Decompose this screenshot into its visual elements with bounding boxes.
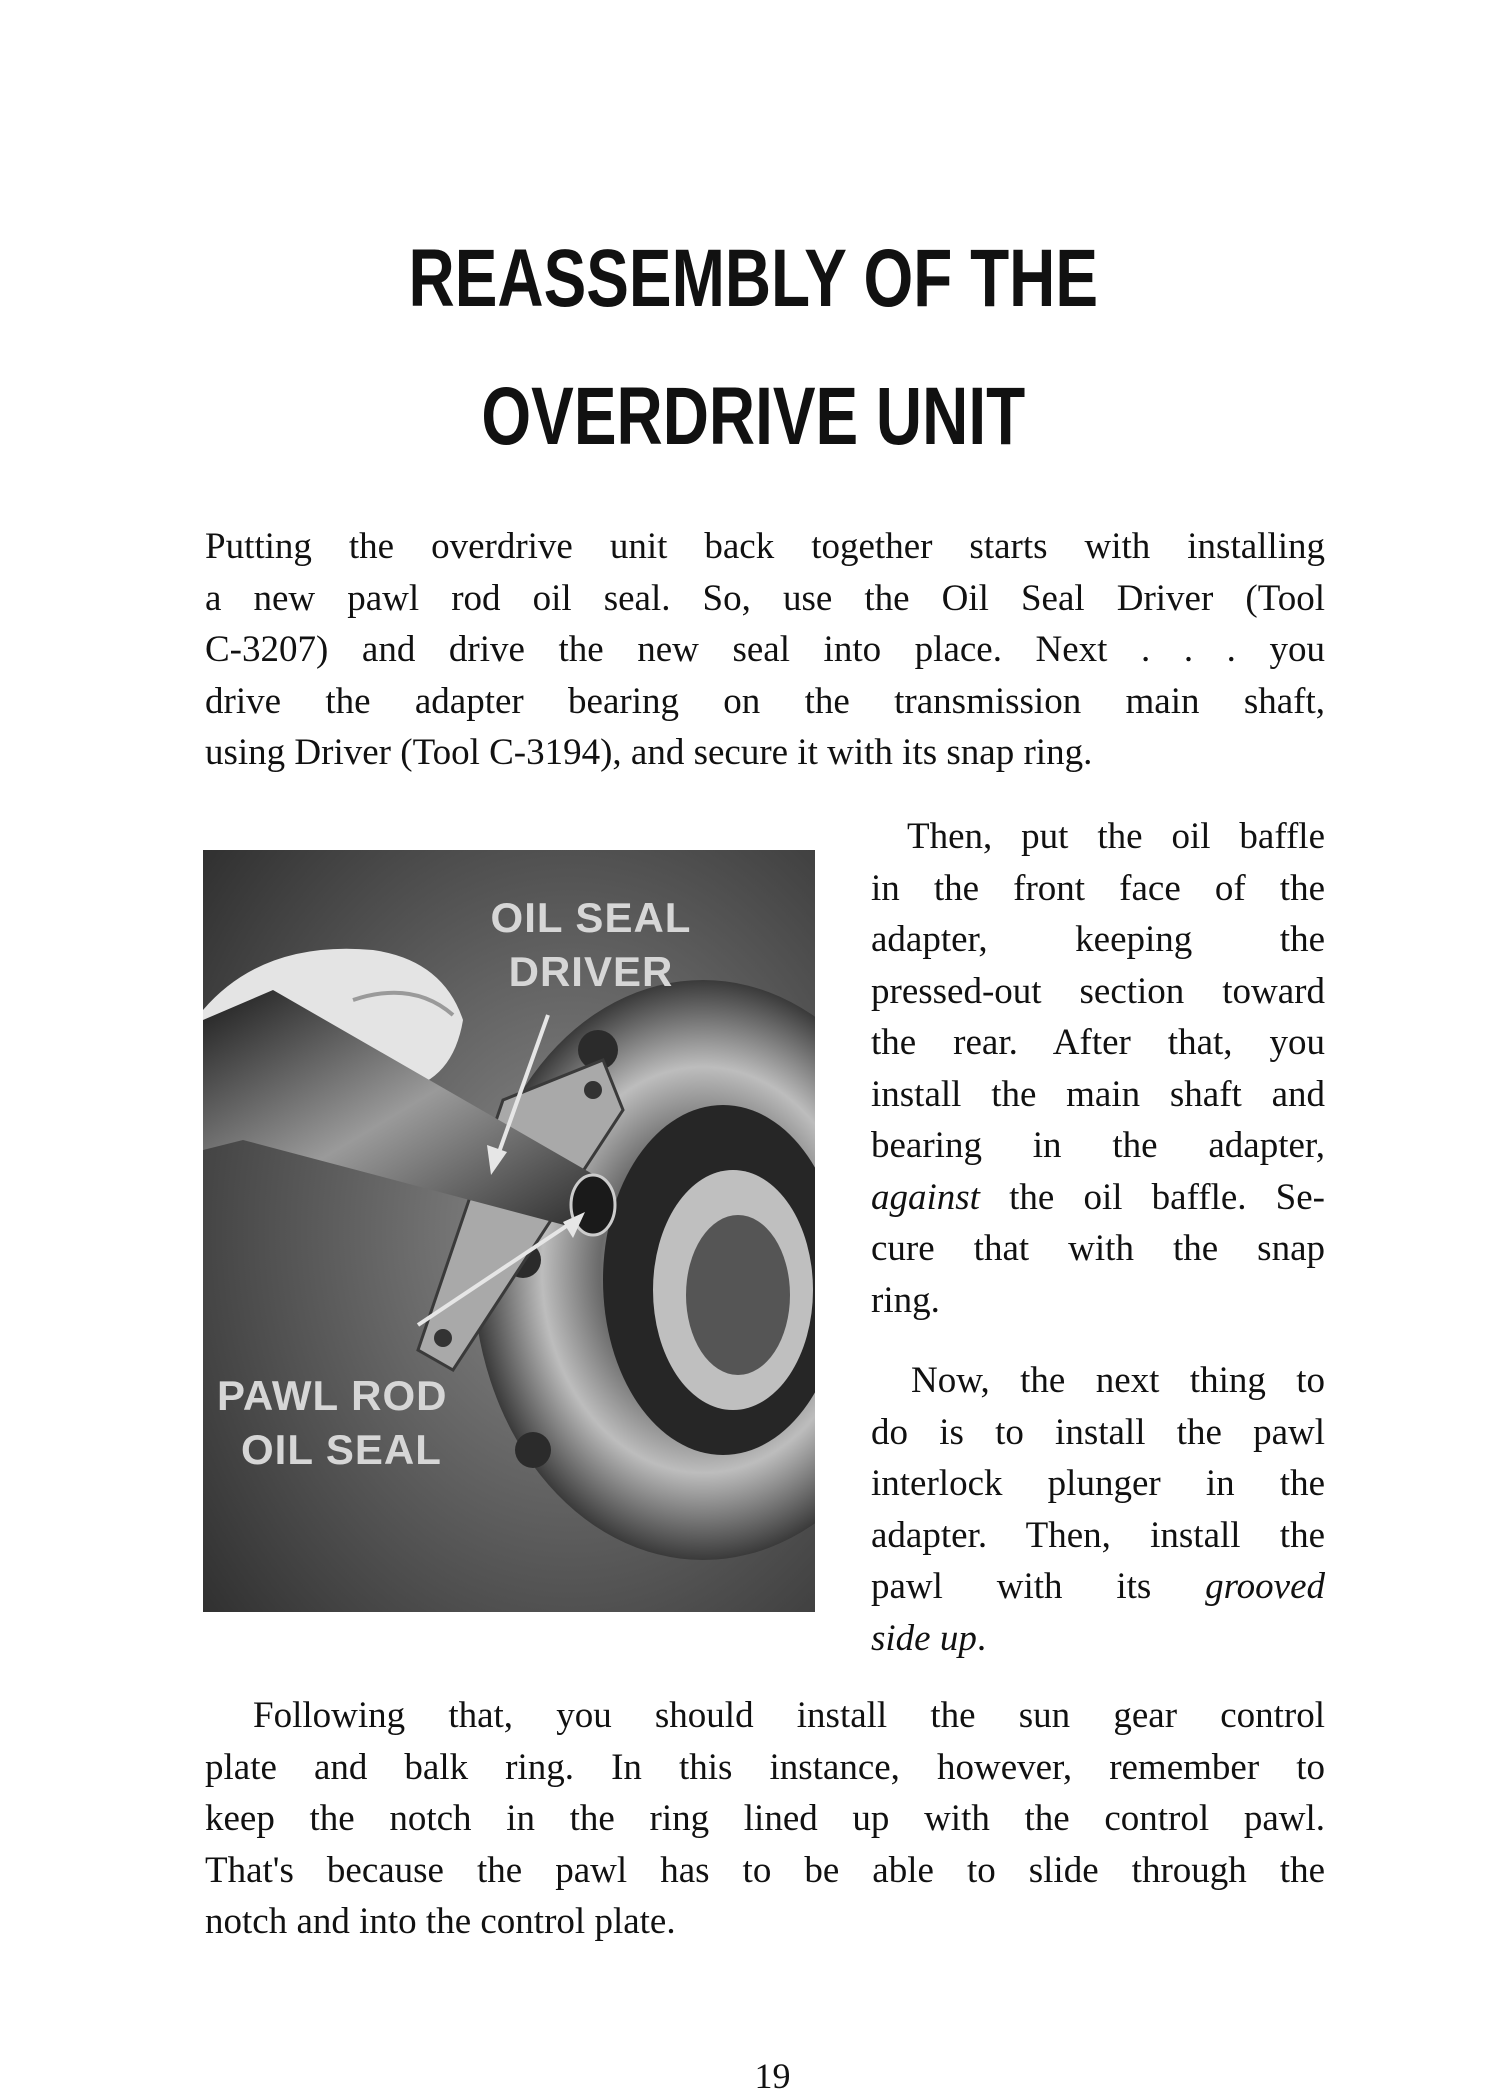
photo-label-oil-seal-bottom: OIL SEAL	[241, 1426, 442, 1473]
right-column-line: bearing in the adapter,	[871, 1125, 1325, 1166]
right-column-line: install the main shaft and	[871, 1073, 1325, 1115]
right-column-line: pressed-out section toward	[871, 970, 1325, 1012]
final-paragraph	[205, 1690, 1325, 1948]
final-line: keep the notch in the ring lined up with the control pawl.	[205, 1798, 1325, 1839]
right-column-line: Then, put the oil baffle	[907, 816, 1325, 857]
final-line: plate and balk ring. In this instance, however, remember to	[205, 1746, 1325, 1788]
right-column-paragraph	[871, 811, 1325, 1326]
right-column-paragraph-2	[871, 1355, 1325, 1664]
page-title-line-2: OVERDRIVE UNIT	[481, 371, 1026, 462]
final-line: That's because the pawl has to be able to slide through the	[205, 1849, 1325, 1891]
oil-seal-driver-photo	[203, 850, 815, 1612]
right-column-line: adapter, keeping the	[871, 919, 1325, 960]
right-column-2-line: interlock plunger in the	[871, 1463, 1325, 1504]
right-column-line: cure that with the snap	[871, 1228, 1325, 1269]
right-column-2-line-emphasis: side up.	[871, 1617, 987, 1659]
intro-paragraph	[205, 521, 1325, 779]
right-column-2-line: Now, the next thing to	[911, 1360, 1325, 1401]
intro-line: using Driver (Tool C-3194), and secure it with its snap ring.	[205, 732, 1093, 773]
right-column-line: ring.	[871, 1279, 940, 1321]
intro-line: drive the adapter bearing on the transmission main shaft,	[205, 680, 1325, 722]
right-column-line: the rear. After that, you	[871, 1022, 1325, 1063]
right-column-line-emphasis: against the oil baffle. Se-	[871, 1176, 1325, 1218]
final-line: notch and into the control plate.	[205, 1901, 676, 1942]
intro-line: Putting the overdrive unit back together starts with installing	[205, 526, 1325, 567]
final-line: Following that, you should install the sun gear control	[253, 1695, 1325, 1736]
right-column-2-line: do is to install the pawl	[871, 1411, 1325, 1453]
page-title-line-1: REASSEMBLY OF THE	[408, 233, 1099, 324]
photo-label-driver: DRIVER	[508, 948, 674, 995]
intro-line: C-3207) and drive the new seal into place. Next . . . you	[205, 629, 1325, 670]
intro-line: a new pawl rod oil seal. So, use the Oil Seal Driver (Tool	[205, 577, 1325, 619]
photo-label-oil-seal: OIL SEAL	[490, 894, 692, 941]
right-column-2-line: adapter. Then, install the	[871, 1514, 1325, 1556]
right-column-2-line-emphasis: pawl with its grooved	[871, 1566, 1325, 1607]
photo-label-pawl-rod: PAWL ROD	[217, 1372, 448, 1419]
right-column-line: in the front face of the	[871, 867, 1325, 909]
page-number: 19	[754, 2056, 791, 2096]
